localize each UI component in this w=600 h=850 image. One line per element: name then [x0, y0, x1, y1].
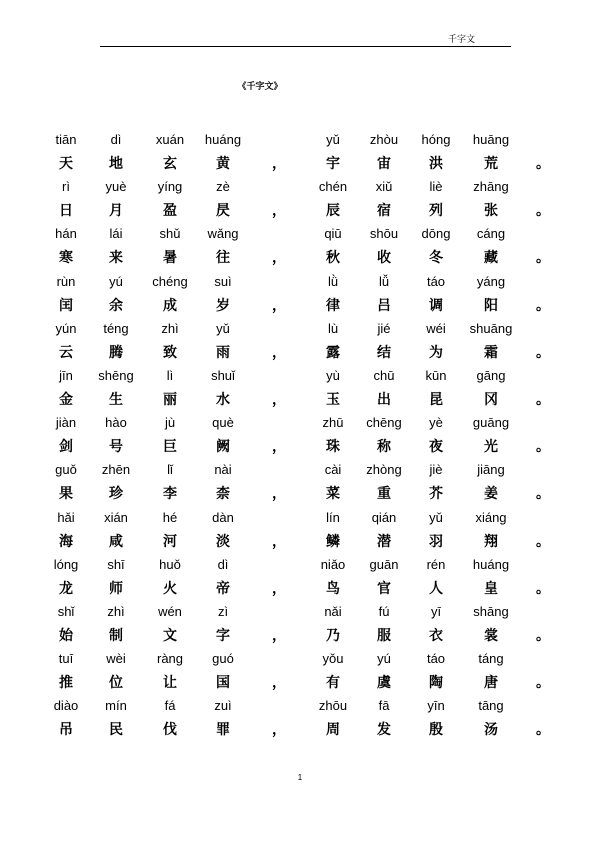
verse-line [0, 319, 600, 366]
pinyin-syllable: hǎi [57, 509, 75, 525]
hanzi-character: 冈 [484, 391, 498, 408]
pinyin-syllable: huáng [204, 132, 242, 147]
verse-line [0, 130, 600, 177]
hanzi-character: 地 [109, 156, 123, 172]
hanzi-character: 珍 [109, 486, 123, 503]
hanzi-character: 重 [377, 486, 391, 503]
hanzi-character: 潜 [377, 533, 391, 550]
pinyin-syllable: xián [104, 509, 128, 525]
verse-line [0, 649, 600, 696]
pinyin-syllable: ràng [156, 651, 184, 667]
hanzi-character: 柰 [216, 486, 230, 503]
hanzi-row [0, 531, 600, 553]
hanzi-character: 有 [326, 675, 340, 692]
hanzi-character: 暑 [163, 250, 177, 267]
hanzi-character: 云 [59, 344, 73, 361]
hanzi-row [0, 672, 600, 694]
hanzi-character: 来 [109, 250, 123, 267]
comma-mark: ， [272, 344, 286, 361]
pinyin-syllable: yǒu [322, 651, 344, 667]
hanzi-character: 服 [377, 627, 391, 644]
pinyin-syllable: yún [55, 320, 77, 336]
hanzi-character: 罪 [216, 722, 230, 739]
period-mark: 。 [536, 344, 550, 361]
hanzi-character: 寒 [59, 250, 73, 267]
hanzi-character: 位 [109, 675, 123, 692]
hanzi-character: 虞 [377, 675, 391, 692]
comma-mark: ， [272, 627, 286, 644]
hanzi-character: 水 [216, 391, 230, 408]
pinyin-syllable: shāng [473, 603, 509, 619]
hanzi-row [0, 578, 600, 600]
hanzi-character: 昆 [429, 391, 443, 408]
comma-mark: ， [272, 203, 286, 220]
hanzi-character: 国 [216, 675, 230, 692]
pinyin-syllable: cài [324, 462, 342, 478]
hanzi-row [0, 200, 600, 222]
hanzi-character: 淡 [216, 533, 230, 550]
period-mark: 。 [536, 203, 550, 220]
pinyin-syllable: jīn [59, 367, 73, 383]
pinyin-syllable: zhū [322, 415, 344, 431]
pinyin-syllable: guó [212, 651, 234, 667]
period-mark: 。 [536, 250, 550, 267]
pinyin-syllable: táo [426, 651, 446, 667]
hanzi-character: 河 [163, 533, 177, 550]
hanzi-character: 李 [163, 486, 177, 503]
pinyin-row [0, 460, 600, 482]
hanzi-row [0, 247, 600, 269]
pinyin-syllable: zhēn [101, 462, 131, 478]
hanzi-character: 民 [109, 722, 123, 739]
hanzi-character: 腾 [109, 344, 123, 361]
poem-body [0, 130, 600, 743]
period-mark: 。 [536, 297, 550, 314]
pinyin-syllable: lù [327, 320, 339, 336]
hanzi-row [0, 483, 600, 505]
hanzi-character: 官 [377, 580, 391, 597]
hanzi-character: 霜 [484, 344, 498, 361]
pinyin-syllable: lì [166, 367, 174, 383]
pinyin-syllable: rùn [56, 273, 76, 289]
pinyin-syllable: huāng [472, 132, 510, 147]
pinyin-syllable: yù [326, 367, 340, 383]
hanzi-character: 致 [163, 344, 177, 361]
pinyin-syllable: wén [158, 603, 182, 619]
pinyin-syllable: jiāng [477, 462, 505, 478]
pinyin-syllable: shǐ [57, 603, 75, 619]
pinyin-syllable: yǔ [429, 509, 443, 525]
hanzi-character: 衣 [429, 627, 443, 644]
pinyin-syllable: dì [110, 132, 122, 147]
hanzi-character: 黄 [216, 156, 230, 172]
comma-mark: ， [272, 250, 286, 267]
pinyin-syllable: guāng [472, 415, 510, 431]
comma-mark: ， [272, 486, 286, 503]
pinyin-syllable: yáng [476, 273, 506, 289]
pinyin-syllable: shǔ [159, 226, 181, 242]
hanzi-character: 出 [377, 391, 391, 408]
comma-mark: ， [272, 156, 286, 172]
pinyin-syllable: nài [214, 462, 232, 478]
pinyin-syllable: wǎng [207, 226, 239, 242]
hanzi-character: 玄 [163, 156, 177, 172]
hanzi-character: 月 [109, 203, 123, 220]
pinyin-syllable: rén [426, 556, 446, 572]
pinyin-syllable: wèi [106, 651, 126, 667]
hanzi-character: 藏 [484, 250, 498, 267]
hanzi-character: 成 [163, 297, 177, 314]
hanzi-character: 露 [326, 344, 340, 361]
pinyin-syllable: yè [429, 415, 443, 431]
pinyin-syllable: yǔ [326, 132, 340, 147]
pinyin-row [0, 602, 600, 624]
pinyin-syllable: zhì [161, 320, 179, 336]
pinyin-syllable: tuī [58, 651, 74, 667]
hanzi-character: 吕 [377, 297, 391, 314]
pinyin-row [0, 413, 600, 435]
pinyin-syllable: què [212, 415, 234, 431]
page-number: 1 [297, 773, 303, 782]
pinyin-syllable: zì [217, 603, 229, 619]
hanzi-character: 为 [429, 344, 443, 361]
hanzi-character: 天 [59, 156, 73, 172]
verse-line [0, 555, 600, 602]
hanzi-character: 巨 [163, 439, 177, 456]
verse-line [0, 413, 600, 460]
pinyin-syllable: zè [216, 179, 230, 195]
hanzi-character: 人 [429, 580, 443, 597]
comma-mark: ， [272, 580, 286, 597]
hanzi-character: 丽 [163, 391, 177, 408]
hanzi-character: 余 [109, 297, 123, 314]
pinyin-row [0, 696, 600, 718]
hanzi-character: 剑 [59, 439, 73, 456]
hanzi-character: 调 [429, 297, 443, 314]
hanzi-character: 金 [59, 391, 73, 408]
hanzi-character: 周 [326, 722, 340, 739]
comma-mark: ， [272, 391, 286, 408]
pinyin-syllable: xuán [155, 132, 185, 147]
hanzi-character: 号 [109, 439, 123, 456]
pinyin-syllable: téng [103, 320, 129, 336]
hanzi-character: 珠 [326, 439, 340, 456]
pinyin-syllable: zhì [107, 603, 125, 619]
pinyin-row [0, 366, 600, 388]
hanzi-character: 生 [109, 391, 123, 408]
hanzi-character: 荒 [484, 156, 498, 172]
hanzi-character: 阳 [484, 297, 498, 314]
pinyin-syllable: fú [378, 603, 390, 619]
pinyin-syllable: yíng [157, 179, 183, 195]
period-mark: 。 [536, 533, 550, 550]
pinyin-syllable: mín [105, 698, 127, 714]
hanzi-character: 律 [326, 297, 340, 314]
period-mark: 。 [536, 439, 550, 456]
pinyin-syllable: yú [109, 273, 123, 289]
pinyin-syllable: zhòu [369, 132, 399, 147]
hanzi-character: 夜 [429, 439, 443, 456]
pinyin-syllable: shēng [98, 367, 134, 383]
comma-mark: ， [272, 675, 286, 692]
hanzi-character: 菜 [326, 486, 340, 503]
pinyin-syllable: yú [377, 651, 391, 667]
pinyin-syllable: qiū [324, 226, 342, 242]
pinyin-syllable: gāng [476, 367, 506, 383]
pinyin-syllable: liè [429, 179, 443, 195]
hanzi-character: 海 [59, 533, 73, 550]
hanzi-character: 鸟 [326, 580, 340, 597]
hanzi-character: 果 [59, 486, 73, 503]
hanzi-character: 殷 [429, 722, 443, 739]
pinyin-syllable: tiān [55, 132, 77, 147]
hanzi-character: 往 [216, 250, 230, 267]
hanzi-character: 宇 [326, 156, 340, 172]
pinyin-syllable: shōu [369, 226, 399, 242]
hanzi-character: 帝 [216, 580, 230, 597]
pinyin-syllable: fā [378, 698, 390, 714]
pinyin-syllable: suì [214, 273, 232, 289]
pinyin-row [0, 649, 600, 671]
pinyin-syllable: guǒ [55, 462, 77, 478]
pinyin-syllable: wéi [426, 320, 446, 336]
hanzi-character: 冬 [429, 250, 443, 267]
hanzi-character: 字 [216, 627, 230, 644]
pinyin-syllable: huáng [472, 556, 510, 572]
hanzi-character: 师 [109, 580, 123, 597]
verse-line [0, 508, 600, 555]
hanzi-character: 称 [377, 439, 391, 456]
pinyin-syllable: hóng [421, 132, 451, 147]
pinyin-syllable: hán [55, 226, 77, 242]
document-title: 《千字文》 [237, 82, 283, 92]
hanzi-character: 文 [163, 627, 177, 644]
pinyin-syllable: kūn [425, 367, 447, 383]
pinyin-syllable: xiáng [475, 509, 507, 525]
pinyin-syllable: hé [162, 509, 178, 525]
pinyin-syllable: guān [369, 556, 399, 572]
hanzi-character: 龙 [59, 580, 73, 597]
pinyin-syllable: hào [105, 415, 127, 431]
hanzi-row [0, 436, 600, 458]
hanzi-character: 光 [484, 439, 498, 456]
pinyin-syllable: lái [109, 226, 123, 242]
pinyin-syllable: yuè [105, 179, 127, 195]
period-mark: 。 [536, 627, 550, 644]
hanzi-character: 昃 [216, 203, 230, 220]
pinyin-syllable: qián [371, 509, 397, 525]
hanzi-character: 火 [163, 580, 177, 597]
hanzi-character: 洪 [429, 156, 443, 172]
pinyin-syllable: táo [426, 273, 446, 289]
pinyin-syllable: dàn [212, 509, 234, 525]
hanzi-character: 推 [59, 675, 73, 692]
pinyin-syllable: jiè [429, 462, 443, 478]
hanzi-character: 翔 [484, 533, 498, 550]
hanzi-row [0, 153, 600, 175]
verse-line [0, 696, 600, 743]
pinyin-syllable: cáng [476, 226, 506, 242]
hanzi-character: 芥 [429, 486, 443, 503]
hanzi-character: 皇 [484, 580, 498, 597]
hanzi-character: 宿 [377, 203, 391, 220]
page-header [100, 36, 511, 47]
hanzi-character: 裳 [484, 627, 498, 644]
pinyin-row [0, 508, 600, 530]
hanzi-character: 玉 [326, 391, 340, 408]
pinyin-syllable: shuǐ [211, 367, 235, 383]
pinyin-syllable: yī [430, 603, 442, 619]
pinyin-syllable: rì [62, 179, 70, 195]
hanzi-character: 列 [429, 203, 443, 220]
comma-mark: ， [272, 722, 286, 739]
pinyin-syllable: dōng [421, 226, 451, 242]
pinyin-syllable: táng [478, 651, 504, 667]
hanzi-row [0, 389, 600, 411]
pinyin-syllable: lín [326, 509, 340, 525]
pinyin-syllable: chéng [152, 273, 188, 289]
pinyin-syllable: chén [318, 179, 348, 195]
hanzi-character: 制 [109, 627, 123, 644]
period-mark: 。 [536, 580, 550, 597]
hanzi-character: 闰 [59, 297, 73, 314]
pinyin-syllable: dì [217, 556, 229, 572]
hanzi-character: 咸 [109, 533, 123, 550]
comma-mark: ， [272, 439, 286, 456]
pinyin-syllable: chū [373, 367, 395, 383]
pinyin-syllable: fá [164, 698, 176, 714]
hanzi-character: 宙 [377, 156, 391, 172]
period-mark: 。 [536, 486, 550, 503]
period-mark: 。 [536, 156, 550, 172]
pinyin-syllable: lǐ [167, 462, 173, 478]
pinyin-syllable: huǒ [159, 556, 181, 572]
pinyin-syllable: zhāng [473, 179, 509, 195]
period-mark: 。 [536, 722, 550, 739]
verse-line [0, 460, 600, 507]
pinyin-row [0, 224, 600, 246]
verse-line [0, 602, 600, 649]
hanzi-character: 鳞 [326, 533, 340, 550]
pinyin-syllable: nǎi [324, 603, 342, 619]
pinyin-syllable: zuì [214, 698, 232, 714]
pinyin-syllable: yǔ [216, 320, 230, 336]
pinyin-syllable: lóng [53, 556, 79, 572]
pinyin-row [0, 130, 600, 152]
hanzi-character: 姜 [484, 486, 498, 503]
hanzi-character: 收 [377, 250, 391, 267]
hanzi-character: 始 [59, 627, 73, 644]
pinyin-syllable: diào [53, 698, 79, 714]
hanzi-character: 发 [377, 722, 391, 739]
pinyin-syllable: zhòng [366, 462, 402, 478]
hanzi-character: 张 [484, 203, 498, 220]
hanzi-character: 陶 [429, 675, 443, 692]
pinyin-syllable: yīn [427, 698, 445, 714]
hanzi-character: 雨 [216, 344, 230, 361]
hanzi-character: 辰 [326, 203, 340, 220]
hanzi-character: 结 [377, 344, 391, 361]
hanzi-character: 伐 [163, 722, 177, 739]
comma-mark: ， [272, 297, 286, 314]
pinyin-syllable: shuāng [469, 320, 513, 336]
verse-line [0, 224, 600, 271]
pinyin-row [0, 555, 600, 577]
pinyin-syllable: lǚ [378, 273, 390, 289]
hanzi-row [0, 342, 600, 364]
pinyin-syllable: zhōu [318, 698, 348, 714]
hanzi-character: 盈 [163, 203, 177, 220]
verse-line [0, 272, 600, 319]
pinyin-syllable: shī [107, 556, 125, 572]
pinyin-syllable: niǎo [320, 556, 346, 572]
hanzi-row [0, 625, 600, 647]
pinyin-row [0, 319, 600, 341]
pinyin-row [0, 272, 600, 294]
hanzi-row [0, 295, 600, 317]
hanzi-row [0, 719, 600, 741]
header-text: 千字文 [447, 35, 475, 45]
pinyin-syllable: lǜ [327, 273, 339, 289]
period-mark: 。 [536, 675, 550, 692]
period-mark: 。 [536, 391, 550, 408]
verse-line [0, 177, 600, 224]
hanzi-character: 阙 [216, 439, 230, 456]
hanzi-character: 秋 [326, 250, 340, 267]
pinyin-syllable: chēng [366, 415, 402, 431]
hanzi-character: 吊 [59, 722, 73, 739]
verse-line [0, 366, 600, 413]
pinyin-syllable: xiǔ [375, 179, 393, 195]
pinyin-syllable: jiàn [55, 415, 77, 431]
comma-mark: ， [272, 533, 286, 550]
pinyin-syllable: jù [164, 415, 176, 431]
pinyin-row [0, 177, 600, 199]
hanzi-character: 羽 [429, 533, 443, 550]
hanzi-character: 汤 [484, 722, 498, 739]
hanzi-character: 让 [163, 675, 177, 692]
hanzi-character: 岁 [216, 297, 230, 314]
hanzi-character: 乃 [326, 627, 340, 644]
hanzi-character: 日 [59, 203, 73, 220]
hanzi-character: 唐 [484, 675, 498, 692]
pinyin-syllable: tāng [478, 698, 504, 714]
pinyin-syllable: jié [377, 320, 391, 336]
